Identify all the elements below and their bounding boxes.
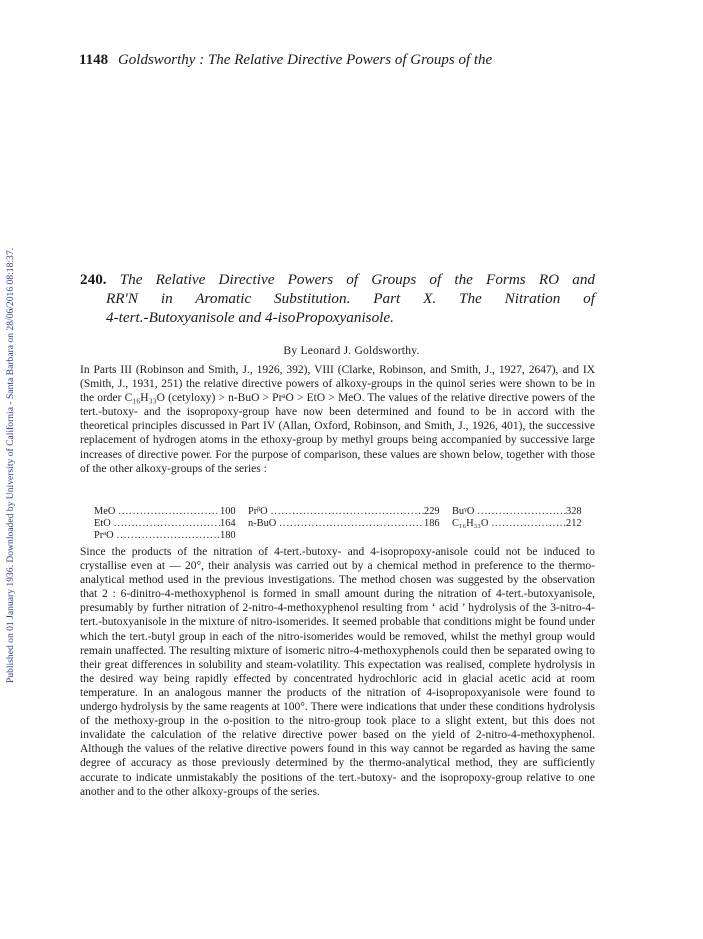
- method-paragraph-text: Since the products of the nitration of 4-tert.-butoxy- and 4-isopropoxy-anisole could not be induced to crystallise even at — 20°, their analysis was carried out by a chemical method in preference to the thermo-analytical method used in the previous investigations. The method chosen was suggested by the observation that 2 : 6-dinitro-4-methoxyphenol is formed in small amount during the nitration of 4-tert.-butoxyanisole, presumably by further nitration of 2-nitro-4-methoxyphenol resulting from ‘ acid ’ hydrolysis of the 3-nitro-4-tert.-butoxyanisole in the mixture of nitro-isomerides. It seemed probable that conditions might be found under which the tert.-butyl group in each of the nitro-isomerides would be removed, whilst the methyl group would remain unaffected. The resulting mixture of isomeric nitro-4-methoxyphenols could then be separated owing to their great differences in solubility and steam-volatility. This expectation was realised, complete hydrolysis in the desired way being rapidly effected by concentrated hydrochloric acid in glacial acetic acid at room temperature. In an analogous manner the products of the nitration of 4-isopropoxyanisole were found to undergo hydrolysis by the same reagents at 100°. There were indications that under these conditions hydrolysis of the methoxy-group in the o-position to the nitro-group took place to a slight extent, but this does not invalidate the calculation of the relative directive power based on the yield of 2-nitro-4-methoxyphenol. Although the values of the relative directive powers found in this way cannot be regarded as having the same degree of accuracy as those previously determined by the thermo-analytical method, they are sufficiently accurate to indicate unmistakably the positions of the tert.-butoxy- and the isopropoxy-group relative to one another and to the other alkoxy-groups of the series.: [80, 546, 595, 798]
- table-cell: PrᵝO ..... 229: [248, 506, 452, 518]
- article-title-line-2: RR′N in Aromatic Substitution. Part X. The Nitration of: [106, 290, 595, 307]
- directive-powers-table: [94, 506, 594, 543]
- method-paragraph: [80, 545, 595, 799]
- page-number: 1148: [79, 52, 109, 68]
- table-cell: BuᵞO ..... 328: [452, 506, 594, 518]
- intro-paragraph-text: In Parts III (Robinson and Smith, J., 1926, 392), VIII (Clarke, Robinson, and Smith, J., 1927, 2647), and IX (Smith, J., 1931, 251) the relative directive powers of alkoxy-groups in the quinol series were shown to be in the order C₁₆H₃₃O (cetyloxy) > n-BuO > PrᵃO > EtO > MeO. The values of the relative directive powers of the tert.-butoxy- and the isopropoxy-group have now been determined and found to be in accord with the theoretical principles discussed in Part IV (Allan, Oxford, Robinson, and Smith, J., 1926, 401), the successive replacement of hydrogen atoms in the ethoxy-group by methyl groups being accompanied by successive large increases of directive power. For the purpose of comparison, these values are shown below, together with those of the other alkoxy-groups of the series :: [80, 364, 595, 475]
- title-line-1-text: The Relative Directive Powers of Groups of the Forms RO and: [119, 271, 596, 288]
- running-title: Goldsworthy : The Relative Directive Powers of Groups of the: [117, 52, 493, 68]
- table-cell: EtO ..... 164: [94, 518, 248, 530]
- intro-paragraph: [80, 363, 595, 476]
- table-cell: n-BuO ..... 186: [248, 518, 452, 530]
- table-row: [94, 530, 594, 542]
- table-cell: MeO ..... 100: [94, 506, 248, 518]
- running-head: [79, 52, 492, 69]
- article-number: 240.: [80, 271, 107, 288]
- table-row: [94, 518, 594, 530]
- article-title-line-1: [80, 270, 595, 289]
- table-cell: PrᵃO ..... 180: [94, 530, 248, 542]
- download-stamp: [2, 120, 20, 810]
- download-stamp-text: Published on 01 January 1936. Downloaded by University of California - Santa Barbara on 28/06/2016 08:18:37.: [5, 247, 17, 683]
- article-title-line-3: 4-tert.-Butoxyanisole and 4-isoPropoxyanisole.: [106, 309, 394, 326]
- table-cell: C₁₆H₃₃O ..... 212: [452, 518, 594, 530]
- article-title: [80, 270, 595, 327]
- table-row: [94, 506, 594, 518]
- author-byline: By Leonard J. Goldsworthy.: [283, 344, 420, 357]
